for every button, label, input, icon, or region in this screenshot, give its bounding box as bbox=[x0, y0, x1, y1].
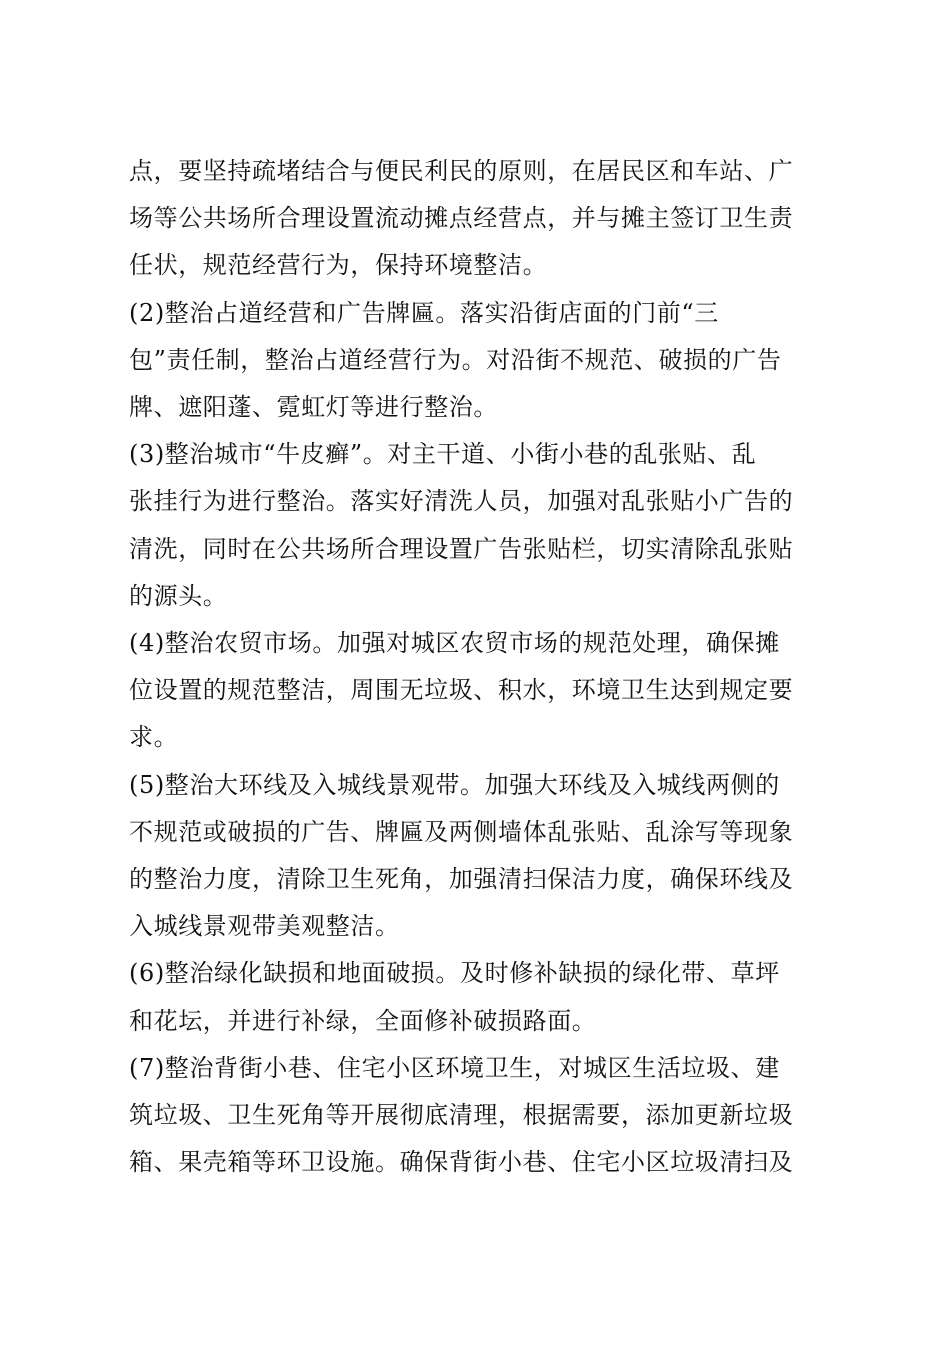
text-line: (2)整治占道经营和广告牌匾。落实沿街店面的门前“三 bbox=[129, 298, 719, 327]
paragraph-item-3 bbox=[129, 431, 829, 620]
text-line: 不规范或破损的广告、牌匾及两侧墙体乱张贴、乱涂写等现象 bbox=[129, 817, 794, 846]
document-body bbox=[129, 148, 829, 1186]
text-line: (4)整治农贸市场。加强对城区农贸市场的规范处理，确保摊 bbox=[129, 629, 780, 658]
text-line: 张挂行为进行整治。落实好清洗人员，加强对乱张贴小广告的 bbox=[129, 487, 794, 516]
text-line: (5)整治大环线及入城线景观带。加强大环线及入城线两侧的 bbox=[129, 770, 780, 799]
paragraph-item-6 bbox=[129, 950, 829, 1044]
paragraph-item-2 bbox=[129, 290, 829, 432]
text-line: 求。 bbox=[129, 723, 179, 752]
text-line: 场等公共场所合理设置流动摊点经营点，并与摊主签订卫生责 bbox=[129, 204, 794, 233]
text-line: 位设置的规范整洁，周围无垃圾、积水，环境卫生达到规定要 bbox=[129, 676, 794, 705]
text-line: 筑垃圾、卫生死角等开展彻底清理，根据需要，添加更新垃圾 bbox=[129, 1101, 794, 1130]
text-line: (7)整治背街小巷、住宅小区环境卫生，对城区生活垃圾、建 bbox=[129, 1053, 780, 1082]
text-line: 清洗，同时在公共场所合理设置广告张贴栏，切实清除乱张贴 bbox=[129, 534, 794, 563]
text-line: (3)整治城市“牛皮癣”。对主干道、小街小巷的乱张贴、乱 bbox=[129, 440, 757, 469]
text-line: 箱、果壳箱等环卫设施。确保背街小巷、住宅小区垃圾清扫及 bbox=[129, 1148, 794, 1177]
text-line: 的源头。 bbox=[129, 581, 228, 610]
text-line: 入城线景观带美观整洁。 bbox=[129, 912, 400, 941]
paragraph-item-7 bbox=[129, 1045, 829, 1187]
text-line: 任状，规范经营行为，保持环境整洁。 bbox=[129, 251, 548, 280]
paragraph-item-5 bbox=[129, 762, 829, 951]
text-line: 和花坛，并进行补绿，全面修补破损路面。 bbox=[129, 1006, 597, 1035]
paragraph-continuation bbox=[129, 148, 829, 290]
paragraph-item-4 bbox=[129, 620, 829, 762]
text-line: (6)整治绿化缺损和地面破损。及时修补缺损的绿化带、草坪 bbox=[129, 959, 780, 988]
text-line: 点，要坚持疏堵结合与便民利民的原则，在居民区和车站、广 bbox=[129, 157, 794, 185]
text-line: 包”责任制，整治占道经营行为。对沿街不规范、破损的广告 bbox=[129, 345, 782, 374]
text-line: 牌、遮阳蓬、霓虹灯等进行整治。 bbox=[129, 393, 498, 422]
text-line: 的整治力度，清除卫生死角，加强清扫保洁力度，确保环线及 bbox=[129, 865, 794, 894]
